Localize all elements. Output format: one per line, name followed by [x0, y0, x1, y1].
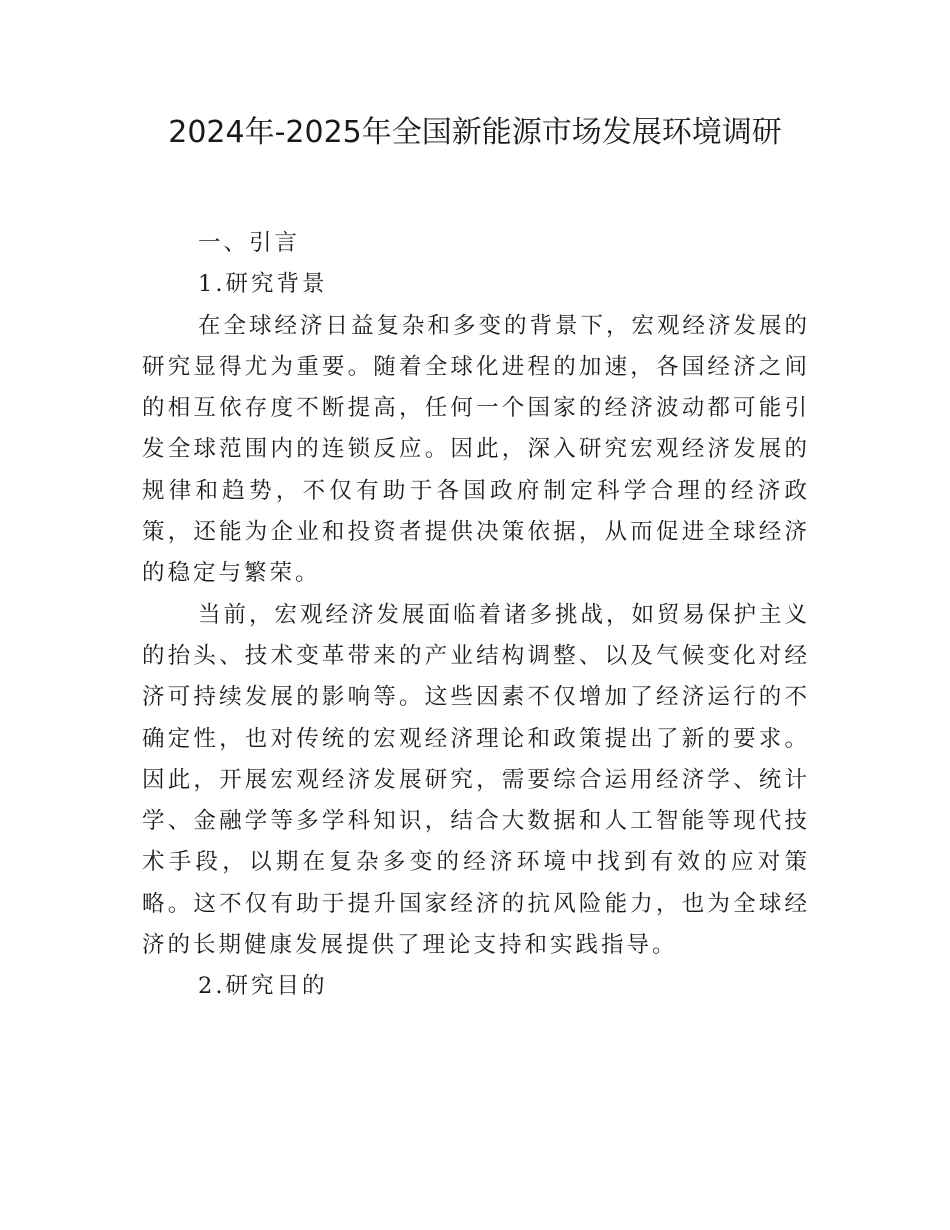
section-heading-introduction: 一、引言	[198, 230, 301, 256]
paragraph-2: 当前，宏观经济发展面临着诸多挑战，如贸易保护主义的抬头、技术变革带来的产业结构调整、以及气候变化对经济可持续发展的影响等。这些因素不仅增加了经济运行的不确定性，也对传统的宏观经济理论和政策提出了新的要求。因此，开展宏观经济发展研究，需要综合运用经济学、统计学、金融学等多学科知识，结合大数据和人工智能等现代技术手段，以期在复杂多变的经济环境中找到有效的应对策略。这不仅有助于提升国家经济的抗风险能力，也为全球经济的长期健康发展提供了理论支持和实践指导。	[142, 601, 811, 959]
subsection-heading-research-purpose: 2.研究目的	[198, 973, 328, 1000]
paragraph-1: 在全球经济日益复杂和多变的背景下，宏观经济发展的研究显得尤为重要。随着全球化进程的加速，各国经济之间的相互依存度不断提高，任何一个国家的经济波动都可能引发全球范围内的连锁反应。因此，深入研究宏观经济发展的规律和趋势，不仅有助于各国政府制定科学合理的经济政策，还能为企业和投资者提供决策依据，从而促进全球经济的稳定与繁荣。	[142, 312, 811, 587]
document-title: 2024年-2025年全国新能源市场发展环境调研	[168, 115, 782, 150]
subsection-heading-research-background: 1.研究背景	[198, 271, 328, 298]
document-body	[142, 223, 810, 1008]
